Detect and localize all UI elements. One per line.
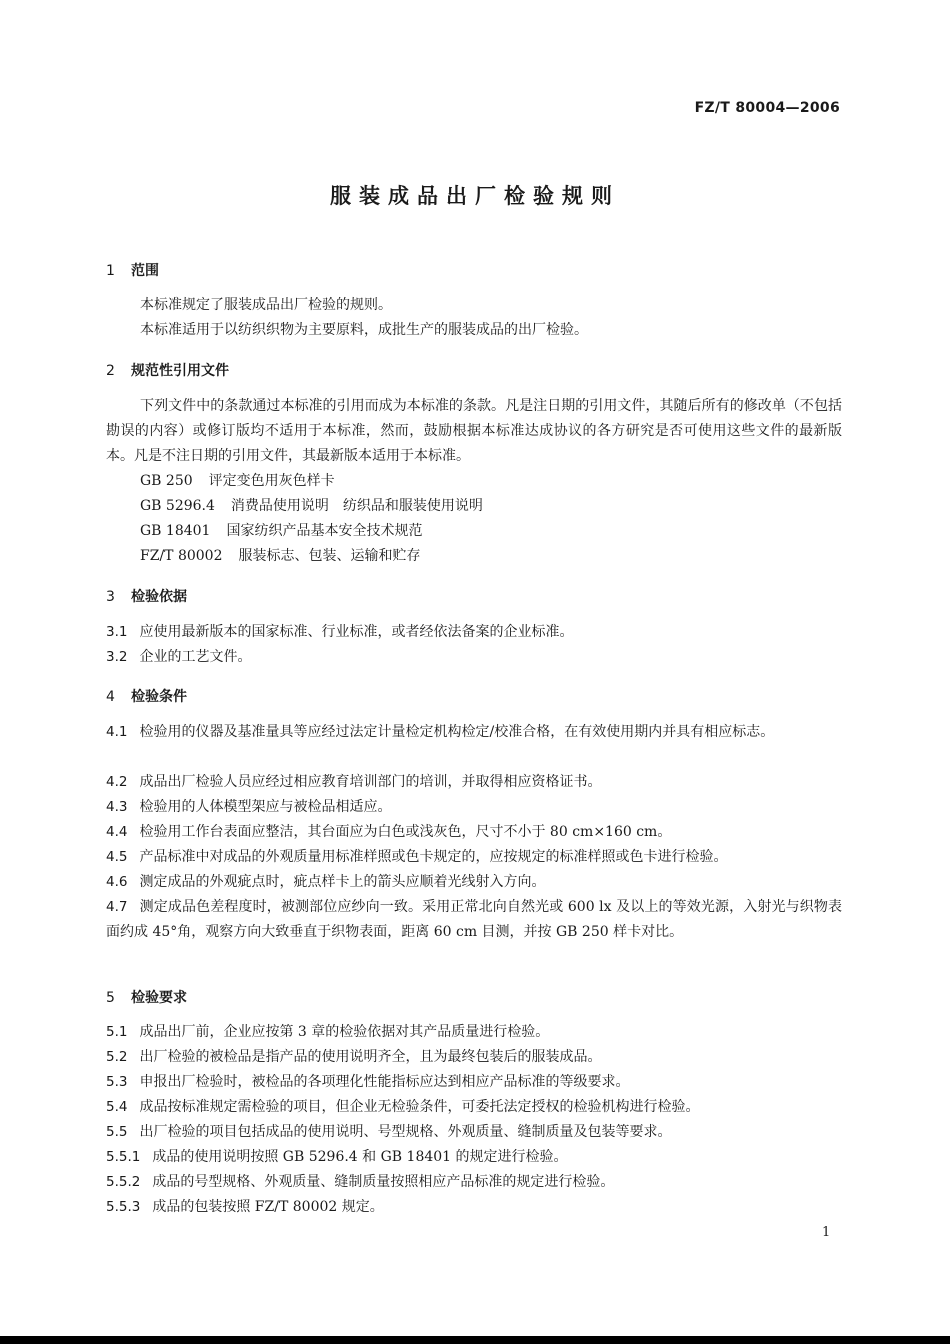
reference-item: GB 5296.4 消费品使用说明 纺织品和服装使用说明 xyxy=(140,498,483,514)
document-title: 服装成品出厂检验规则 xyxy=(330,184,620,208)
clause: 5.5.2 成品的号型规格、外观质量、缝制质量按照相应产品标准的规定进行检验。 xyxy=(106,1174,615,1190)
clause: 5.4 成品按标准规定需检验的项目，但企业无检验条件，可委托法定授权的检验机构进行检验。 xyxy=(106,1099,700,1115)
standard-code: FZ/T 80004—2006 xyxy=(694,100,840,116)
clause: 5.2 出厂检验的被检品是指产品的使用说明齐全，且为最终包装后的服装成品。 xyxy=(106,1049,602,1065)
clause: 5.5 出厂检验的项目包括成品的使用说明、号型规格、外观质量、缝制质量及包装等要求。 xyxy=(106,1124,672,1140)
clause: 5.5.1 成品的使用说明按照 GB 5296.4 和 GB 18401 的规定进行检验。 xyxy=(106,1149,568,1165)
bottom-edge xyxy=(0,1336,950,1344)
clause: 5.1 成品出厂前，企业应按第 3 章的检验依据对其产品质量进行检验。 xyxy=(106,1024,550,1040)
paragraph: 本标准规定了服装成品出厂检验的规则。 xyxy=(140,297,392,313)
clause: 4.5 产品标准中对成品的外观质量用标准样照或色卡规定的，应按规定的标准样照或色卡进行检验。 xyxy=(106,849,728,865)
clause: 4.6 测定成品的外观疵点时，疵点样卡上的箭头应顺着光线射入方向。 xyxy=(106,874,546,890)
paragraph-intro: 下列文件中的条款通过本标准的引用而成为本标准的条款。凡是注日期的引用文件，其随后所有的修改单（不包括勘误的内容）或修订版均不适用于本标准，然而，鼓励根据本标准达成协议的各方研究是否可使用这些文件的最新版本。凡是不注日期的引用文件，其最新版本适用于本标准。 xyxy=(106,398,842,464)
section-heading-3: 3 检验依据 xyxy=(106,589,187,605)
section-heading-2: 2 规范性引用文件 xyxy=(106,363,229,379)
clause: 3.1 应使用最新版本的国家标准、行业标准，或者经依法备案的企业标准。 xyxy=(106,624,574,640)
clause: 4.2 成品出厂检验人员应经过相应教育培训部门的培训，并取得相应资格证书。 xyxy=(106,774,602,790)
section-heading-5: 5 检验要求 xyxy=(106,990,187,1006)
reference-item: GB 250 评定变色用灰色样卡 xyxy=(140,473,335,489)
clause: 4.7 测定成品色差程度时，被测部位应纱向一致。采用正常北向自然光或 600 lx 及以上的等效光源，入射光与织物表面约成 45°角，观察方向大致垂直于织物表面，距离 60 cm 目测，并按 GB 250 样卡对比。 xyxy=(106,899,842,940)
clause: 4.3 检验用的人体模型架应与被检品相适应。 xyxy=(106,799,392,815)
reference-item: GB 18401 国家纺织产品基本安全技术规范 xyxy=(140,523,423,539)
page-number: 1 xyxy=(822,1225,831,1240)
clause: 4.4 检验用工作台表面应整洁，其台面应为白色或浅灰色，尺寸不小于 80 cm×160 cm。 xyxy=(106,824,672,840)
reference-item: FZ/T 80002 服装标志、包装、运输和贮存 xyxy=(140,548,421,564)
clause: 4.1 检验用的仪器及基准量具等应经过法定计量检定机构检定/校准合格，在有效使用期内并具有相应标志。 xyxy=(106,724,775,740)
section-heading-4: 4 检验条件 xyxy=(106,689,187,705)
paragraph: 本标准适用于以纺织织物为主要原料，成批生产的服装成品的出厂检验。 xyxy=(140,322,588,338)
section-heading-1: 1 范围 xyxy=(106,263,159,279)
clause: 5.3 申报出厂检验时，被检品的各项理化性能指标应达到相应产品标准的等级要求。 xyxy=(106,1074,630,1090)
clause: 5.5.3 成品的包装按照 FZ/T 80002 规定。 xyxy=(106,1199,384,1215)
clause: 3.2 企业的工艺文件。 xyxy=(106,649,252,665)
